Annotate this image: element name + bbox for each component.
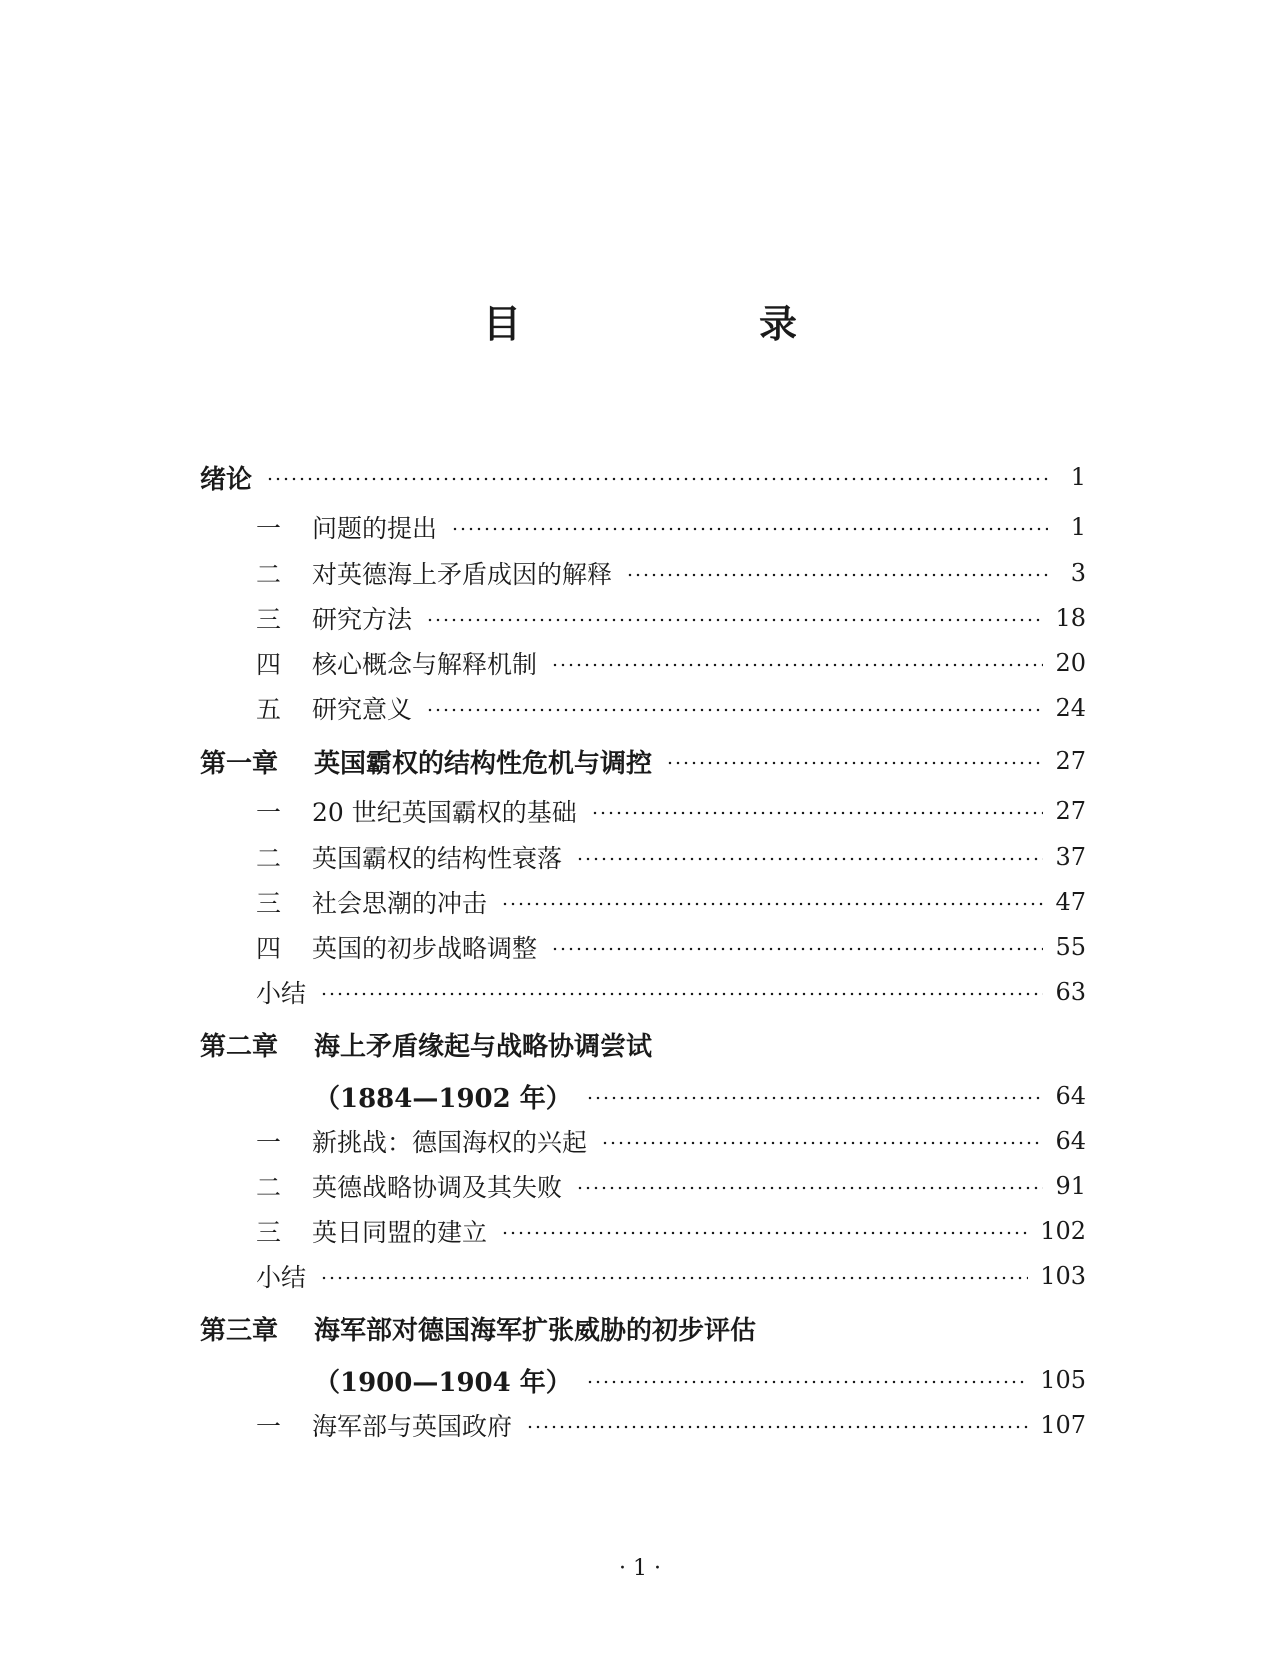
toc-label: 海上矛盾缘起与战略协调尝试 bbox=[314, 1031, 653, 1062]
dot-leader bbox=[426, 708, 1043, 712]
toc-section[interactable] bbox=[200, 1214, 1086, 1248]
dot-leader bbox=[576, 1186, 1043, 1190]
chapter-number: 第二章 bbox=[200, 1031, 279, 1062]
section-number: 二 bbox=[256, 560, 282, 589]
toc-summary[interactable] bbox=[200, 1259, 1086, 1293]
toc-section[interactable] bbox=[200, 556, 1086, 590]
toc-page-number: 103 bbox=[1040, 1262, 1086, 1290]
dot-leader bbox=[666, 761, 1043, 765]
toc-section[interactable] bbox=[200, 601, 1086, 635]
toc-section[interactable] bbox=[200, 885, 1086, 919]
toc-label: 英国的初步战略调整 bbox=[312, 934, 538, 963]
toc-section[interactable] bbox=[200, 646, 1086, 680]
toc-page-number: 3 bbox=[1070, 559, 1086, 587]
toc-page-number: 91 bbox=[1055, 1172, 1086, 1200]
toc-page-number: 107 bbox=[1040, 1411, 1086, 1439]
toc-page-number: 55 bbox=[1055, 933, 1086, 961]
toc-chapter-3-subtitle[interactable] bbox=[200, 1363, 1086, 1397]
chapter-number: 第一章 bbox=[200, 748, 279, 779]
section-number: 五 bbox=[256, 695, 282, 724]
toc-label: 核心概念与解释机制 bbox=[312, 650, 538, 679]
toc-subtitle: （1884—1902 年） bbox=[314, 1083, 572, 1114]
toc-label: 研究意义 bbox=[312, 695, 413, 724]
toc-entry-intro[interactable] bbox=[200, 460, 1086, 494]
dot-leader bbox=[576, 857, 1043, 861]
dot-leader bbox=[551, 663, 1043, 667]
toc-section[interactable] bbox=[200, 1408, 1086, 1442]
toc-page-number: 27 bbox=[1055, 797, 1086, 825]
toc-section[interactable] bbox=[200, 930, 1086, 964]
section-number: 三 bbox=[256, 889, 282, 918]
dot-leader bbox=[451, 527, 1048, 531]
chapter-number: 第三章 bbox=[200, 1315, 279, 1346]
section-number: 三 bbox=[256, 1218, 282, 1247]
toc-page-number: 1 bbox=[1070, 513, 1086, 541]
toc-label: 小结 bbox=[256, 979, 307, 1008]
toc-chapter-2-subtitle[interactable] bbox=[200, 1079, 1086, 1113]
dot-leader bbox=[626, 573, 1048, 577]
toc-page-number: 63 bbox=[1055, 978, 1086, 1006]
toc-label: 20 世纪英国霸权的基础 bbox=[312, 798, 577, 827]
toc-page-number: 102 bbox=[1040, 1217, 1086, 1245]
toc-label: 新挑战：德国海权的兴起 bbox=[312, 1128, 588, 1157]
toc-label: 英德战略协调及其失败 bbox=[312, 1173, 563, 1202]
dot-leader bbox=[320, 1276, 1028, 1280]
toc-label: 小结 bbox=[256, 1263, 307, 1292]
dot-leader bbox=[501, 902, 1043, 906]
toc-label: 研究方法 bbox=[312, 605, 413, 634]
dot-leader bbox=[526, 1425, 1028, 1429]
toc-label: 社会思潮的冲击 bbox=[312, 889, 488, 918]
section-number: 二 bbox=[256, 1173, 282, 1202]
section-number: 三 bbox=[256, 605, 282, 634]
section-number: 一 bbox=[256, 514, 282, 543]
toc-label: 英国霸权的结构性衰落 bbox=[312, 844, 563, 873]
dot-leader bbox=[601, 1141, 1043, 1145]
dot-leader bbox=[586, 1096, 1044, 1100]
toc-section[interactable] bbox=[200, 510, 1086, 544]
toc-page-number: 64 bbox=[1055, 1082, 1086, 1110]
dot-leader bbox=[501, 1231, 1028, 1235]
toc-page-number: 37 bbox=[1055, 843, 1086, 871]
toc-page-number: 47 bbox=[1055, 888, 1086, 916]
toc-page-number: 64 bbox=[1055, 1127, 1086, 1155]
toc-chapter-2[interactable] bbox=[200, 1027, 1086, 1061]
dot-leader bbox=[266, 477, 1048, 481]
toc-chapter-3[interactable] bbox=[200, 1311, 1086, 1345]
toc-page-number: 18 bbox=[1055, 604, 1086, 632]
dot-leader bbox=[551, 947, 1043, 951]
dot-leader bbox=[591, 811, 1044, 815]
toc-section[interactable] bbox=[200, 1124, 1086, 1158]
toc-page-number: 105 bbox=[1040, 1366, 1086, 1394]
toc-section[interactable] bbox=[200, 840, 1086, 874]
toc-label: 英日同盟的建立 bbox=[312, 1218, 488, 1247]
section-number: 四 bbox=[256, 934, 282, 963]
toc-label: 英国霸权的结构性危机与调控 bbox=[314, 748, 653, 779]
toc-page-number: 1 bbox=[1070, 463, 1086, 491]
toc-summary[interactable] bbox=[200, 975, 1086, 1009]
toc-section[interactable] bbox=[200, 1169, 1086, 1203]
toc-subtitle: （1900—1904 年） bbox=[314, 1367, 572, 1398]
toc-section[interactable] bbox=[200, 794, 1086, 828]
toc-section[interactable] bbox=[200, 691, 1086, 725]
toc-chapter-1[interactable] bbox=[200, 744, 1086, 778]
toc-page-number: 24 bbox=[1055, 694, 1086, 722]
dot-leader bbox=[586, 1380, 1028, 1384]
section-number: 四 bbox=[256, 650, 282, 679]
page-title: 目 录 bbox=[482, 301, 897, 346]
toc-label: 海军部与英国政府 bbox=[312, 1412, 513, 1441]
toc-label: 海军部对德国海军扩张威胁的初步评估 bbox=[314, 1315, 757, 1346]
section-number: 二 bbox=[256, 844, 282, 873]
section-number: 一 bbox=[256, 1412, 282, 1441]
toc-page-number: 20 bbox=[1055, 649, 1086, 677]
toc-page-number: 27 bbox=[1055, 747, 1086, 775]
toc-label: 绪论 bbox=[200, 464, 253, 495]
dot-leader bbox=[426, 618, 1043, 622]
toc-label: 问题的提出 bbox=[312, 514, 438, 543]
dot-leader bbox=[320, 992, 1043, 996]
section-number: 一 bbox=[256, 1128, 282, 1157]
section-number: 一 bbox=[256, 798, 282, 827]
page-footer-number: · 1 · bbox=[619, 1556, 661, 1581]
toc-label: 对英德海上矛盾成因的解释 bbox=[312, 560, 613, 589]
